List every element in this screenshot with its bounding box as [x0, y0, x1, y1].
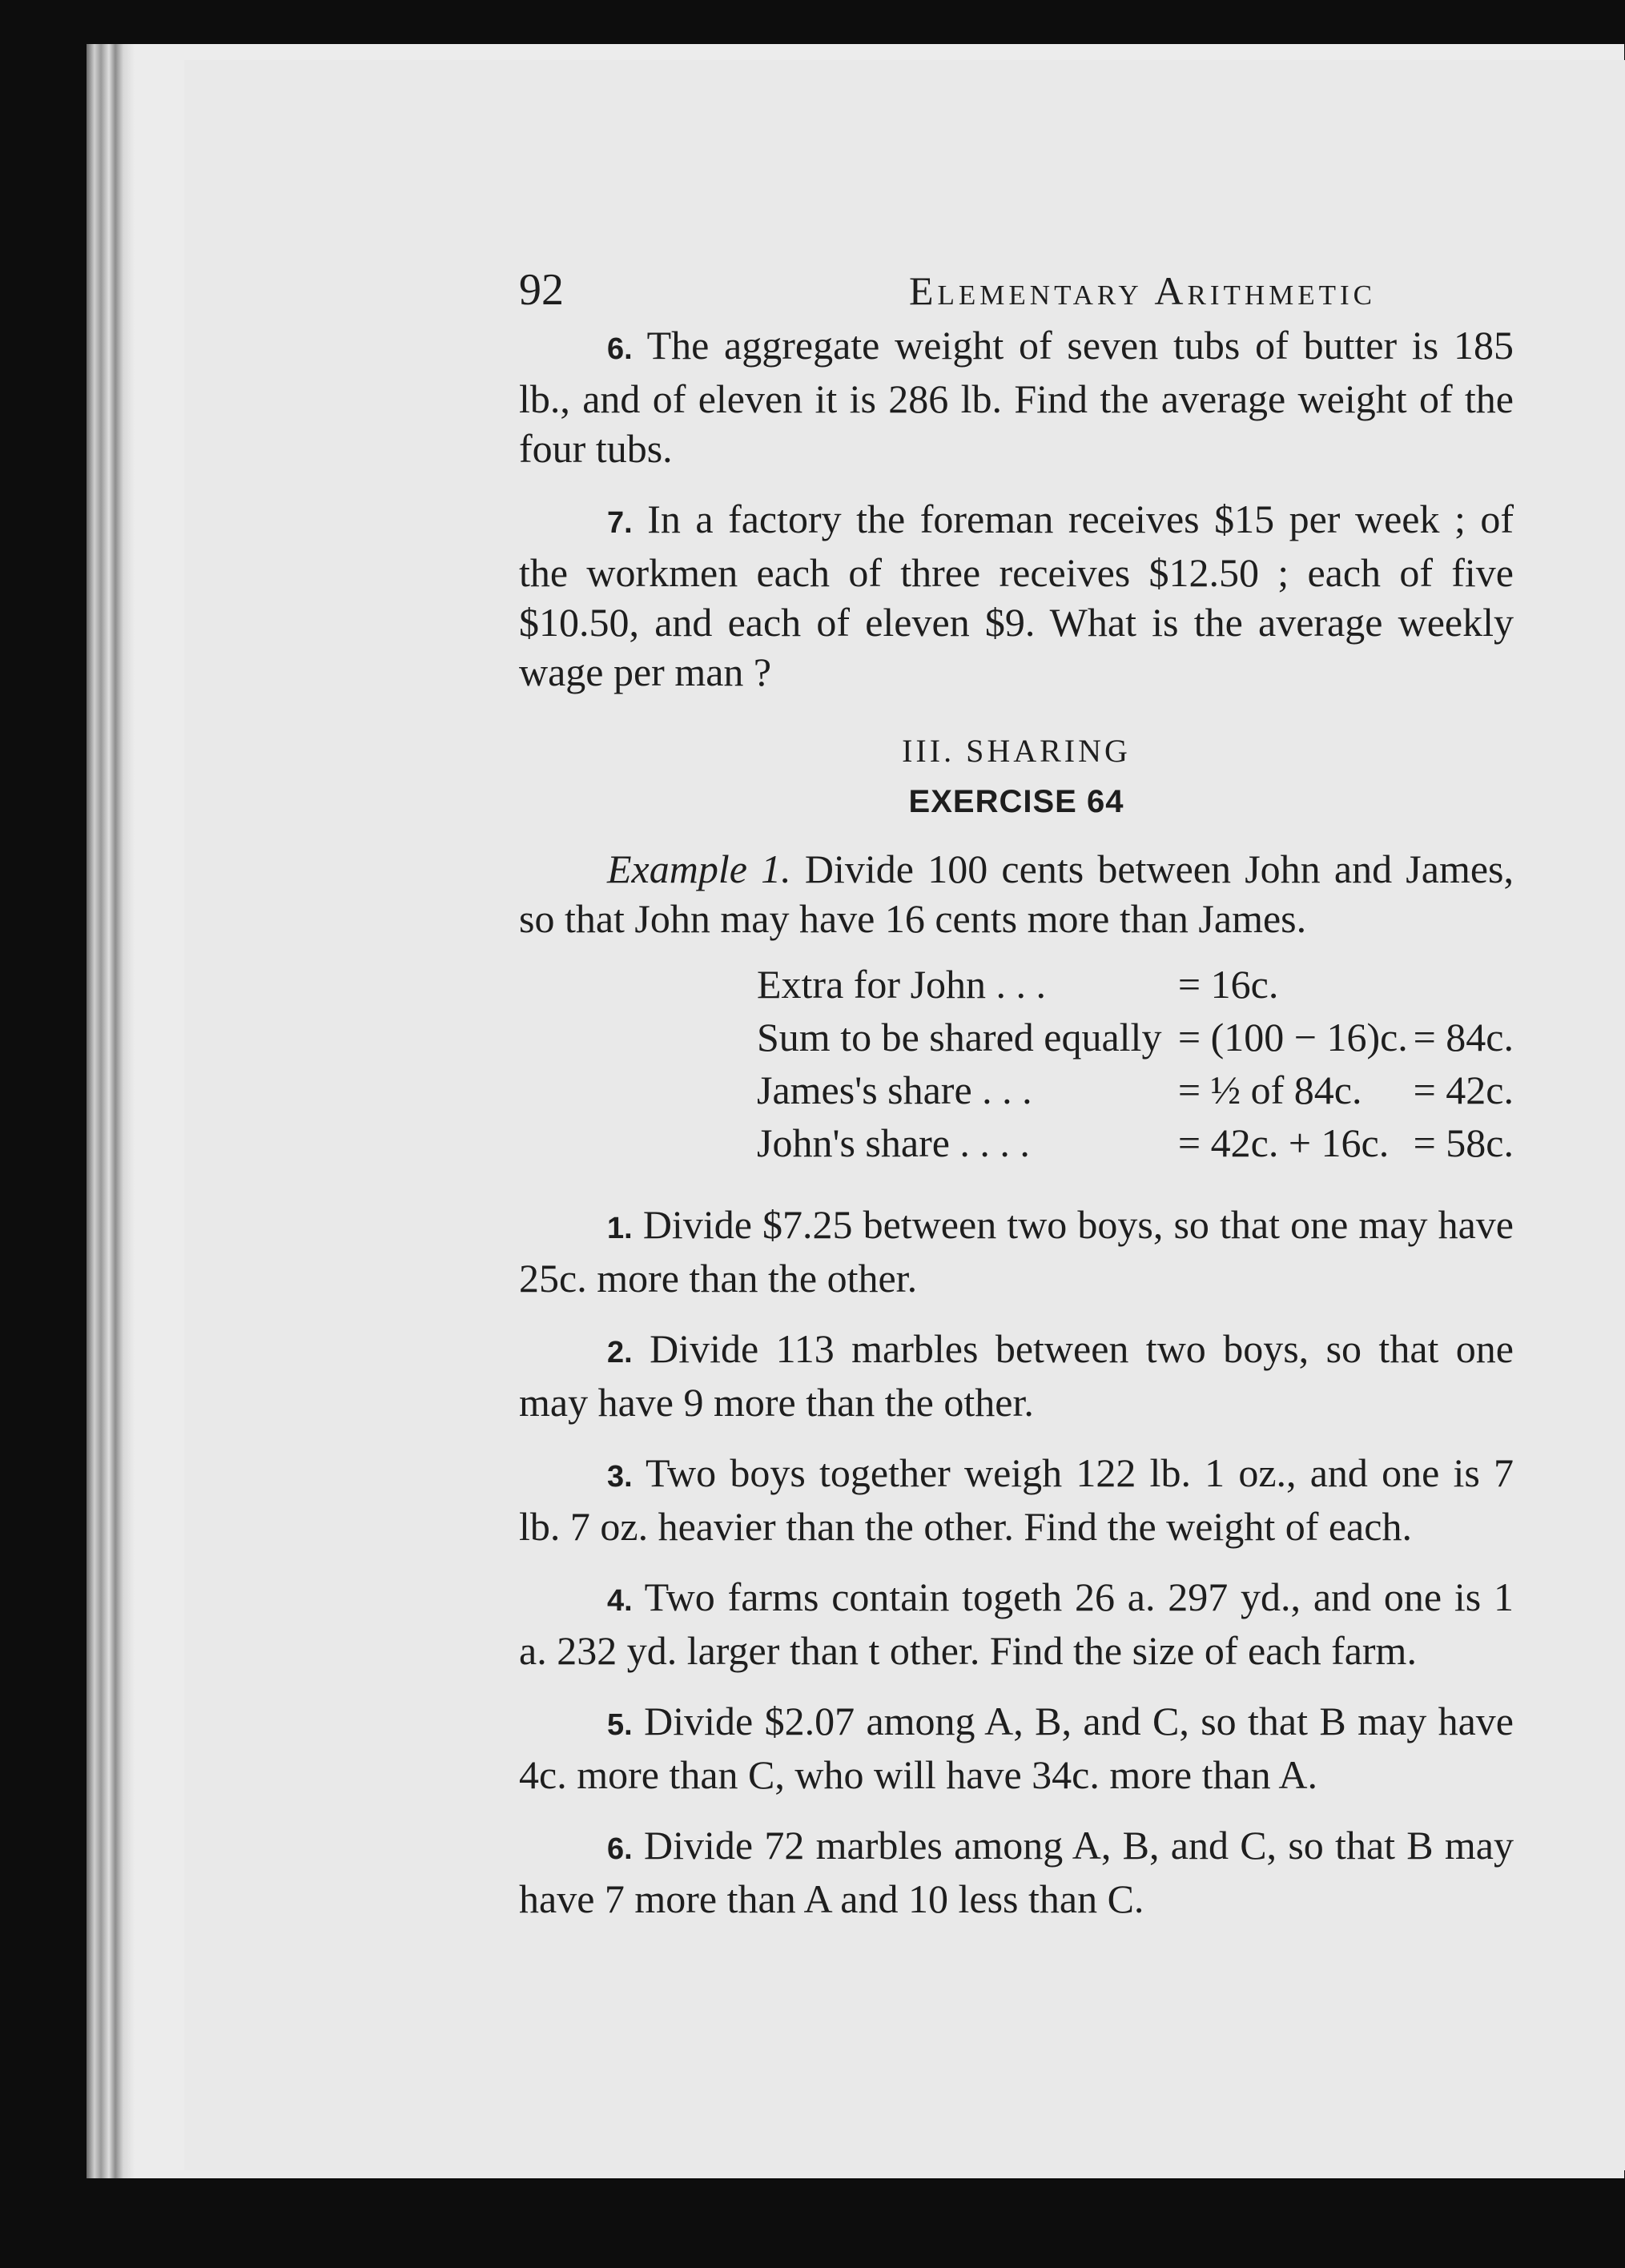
working-result: = 84c.: [1413, 1015, 1514, 1060]
working-expression: = (100 − 16)c.: [1177, 1015, 1408, 1060]
problem-4: [332, 1572, 1514, 1675]
problem-top-6: [332, 320, 1514, 473]
problem-text: Divide 72 marbles among A, B, and C, so that B may have 7 more than A and 10 less than C.: [519, 1823, 1514, 1921]
problem-number: 4.: [607, 1584, 633, 1618]
problem-text: In a factory the foreman receives $15 per week ; of the workmen each of three receives $12.50 ; each of five $10.50, and each of eleven $9. What is the average weekly wage per man ?: [519, 497, 1514, 694]
problem-text: Divide $2.07 among A, B, and C, so that B may have 4c. more than C, who will have 34c. more than A.: [519, 1699, 1514, 1797]
exercise-heading: EXERCISE 64: [908, 784, 1124, 819]
problem-number: 6.: [607, 1832, 633, 1866]
problem-number: 6.: [607, 332, 633, 366]
working-result: = 42c.: [1413, 1068, 1514, 1112]
running-title: Elementary Arithmetic: [909, 268, 1377, 313]
problem-number: 5.: [607, 1708, 633, 1742]
problem-5: [332, 1696, 1514, 1800]
problem-text: Two farms contain togeth 26 a. 297 yd., and one is 1 a. 232 yd. larger than t other. Find the size of each farm.: [519, 1574, 1514, 1673]
working-expression: = ½ of 84c.: [1177, 1068, 1362, 1112]
working-result: [1414, 959, 1514, 1012]
working-label: Extra for John . . .: [757, 962, 1047, 1007]
example-block: [332, 844, 1514, 943]
problem-text: Divide 113 marbles between two boys, so that one may have 9 more than the other.: [519, 1326, 1514, 1425]
problem-2: [332, 1324, 1514, 1427]
working-result: = 58c.: [1413, 1120, 1514, 1165]
problem-number: 3.: [607, 1460, 633, 1494]
problem-1: [332, 1200, 1514, 1303]
page-header: [332, 240, 1514, 320]
working-label: John's share . . . .: [757, 1120, 1030, 1165]
problem-text: The aggregate weight of seven tubs of butter is 185 lb., and of eleven it is 286 lb. Find the average weight of the four tubs.: [519, 323, 1514, 471]
working-row: [757, 959, 1514, 1012]
problem-number: 1.: [607, 1212, 633, 1245]
working-expression: = 16c.: [1177, 962, 1279, 1007]
working-row: [757, 1012, 1514, 1065]
problem-top-7: [332, 494, 1514, 697]
problem-3: [332, 1448, 1514, 1551]
example-text: Divide 100 cents between John and James, so that John may have 16 cents more than James.: [519, 846, 1514, 941]
working-expression: = 42c. + 16c.: [1177, 1120, 1390, 1165]
problem-text: Divide $7.25 between two boys, so that one may have 25c. more than the other.: [519, 1202, 1514, 1301]
problem-number: 7.: [607, 506, 633, 540]
example-label: Example 1.: [607, 846, 791, 891]
page-text: [332, 240, 1514, 1944]
problem-text: Two boys together weigh 122 lb. 1 oz., and one is 7 lb. 7 oz. heavier than the other. Find the weight of each.: [519, 1450, 1514, 1549]
example-working: [757, 959, 1514, 1171]
section-heading: III. SHARING: [902, 733, 1131, 769]
working-label: Sum to be shared equally: [757, 1015, 1162, 1060]
problem-number: 2.: [607, 1336, 633, 1369]
working-row: [757, 1065, 1514, 1118]
working-row: [757, 1118, 1514, 1171]
working-label: James's share . . .: [757, 1068, 1032, 1112]
page-number: 92: [519, 265, 564, 315]
problem-6: [332, 1820, 1514, 1924]
